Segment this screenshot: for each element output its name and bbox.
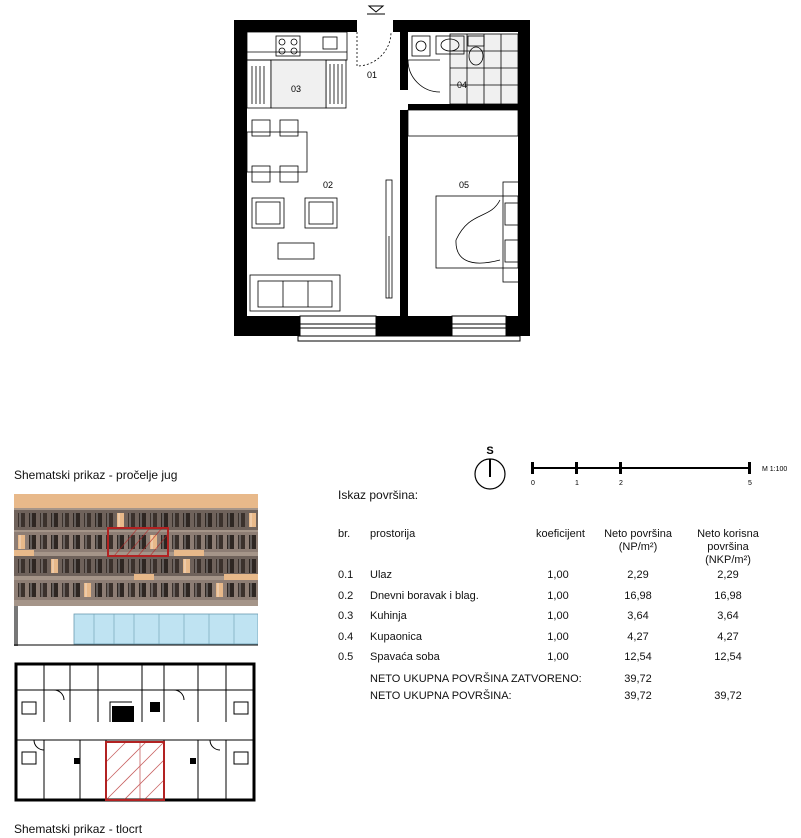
row-coef: 1,00: [547, 610, 569, 622]
row-br: 0.3: [338, 610, 354, 622]
row-coef: 1,00: [547, 589, 569, 602]
floorplan-title: Shematski prikaz - tlocrt: [14, 822, 143, 836]
compass-and-scale: [470, 440, 790, 496]
row-br: 0.4: [338, 630, 354, 643]
scale-bar: [531, 462, 787, 487]
kitchen-units: [247, 32, 347, 108]
row-net: 3,64: [627, 610, 649, 622]
row-usable: 4,27: [717, 630, 739, 643]
compass-icon: [475, 445, 505, 489]
row-net: 16,98: [624, 589, 652, 602]
row-usable: 3,64: [717, 610, 739, 622]
facade-elevation: [14, 494, 258, 646]
svg-text:1: 1: [575, 480, 579, 487]
total-label: NETO UKUPNA POVRŠINA:: [370, 690, 512, 702]
row-coef: 1,00: [547, 630, 569, 643]
row-net: 4,27: [627, 630, 649, 643]
header-coef: koeficijent: [536, 528, 585, 540]
facade-title: Shematski prikaz - pročelje jug: [14, 468, 178, 482]
row-br: 0.1: [338, 569, 354, 581]
room-03-label: 03: [290, 84, 302, 94]
sofa: [250, 275, 340, 311]
scale-label: M 1:100: [762, 466, 788, 473]
row-usable: 16,98: [714, 589, 742, 602]
total-net: 39,72: [624, 690, 652, 702]
total-closed-label: NETO UKUPNA POVRŠINA ZATVORENO:: [370, 673, 582, 685]
entrance-marker-icon: [369, 6, 383, 12]
room-01-label: 01: [366, 70, 378, 80]
svg-text:5: 5: [748, 480, 752, 487]
svg-text:0: 0: [531, 480, 535, 487]
armchairs: [252, 198, 337, 259]
total-usable: 39,72: [714, 690, 742, 702]
header-usable: Neto korisna površina (NKP/m²): [697, 528, 759, 566]
row-room: Kuhinja: [370, 610, 407, 622]
bed: [436, 182, 525, 282]
dining-set: [247, 120, 307, 182]
row-br: 0.5: [338, 651, 354, 663]
row-usable: 2,29: [717, 569, 739, 581]
bathroom-fixtures: [412, 34, 518, 104]
areas-title: Iskaz površina:: [338, 488, 419, 502]
row-net: 12,54: [624, 651, 652, 663]
header-room: prostorija: [370, 528, 416, 540]
apartment-floor-plan: [0, 0, 801, 360]
building-floorplan: [14, 662, 258, 804]
row-net: 2,29: [627, 569, 649, 581]
room-05-label: 05: [458, 180, 470, 190]
room-02-label: 02: [322, 180, 334, 190]
row-room: Ulaz: [370, 569, 393, 581]
header-br: br.: [338, 528, 351, 540]
row-br: 0.2: [338, 589, 354, 602]
row-room: Spavaća soba: [370, 651, 440, 663]
room-04-label: 04: [456, 80, 468, 90]
compass-letter: S: [486, 445, 494, 457]
row-room: Dnevni boravak i blag.: [370, 589, 479, 602]
row-room: Kupaonica: [370, 630, 422, 643]
row-coef: 1,00: [547, 651, 569, 663]
row-usable: 12,54: [714, 651, 742, 663]
total-closed-net: 39,72: [624, 673, 652, 685]
header-net: Neto površina (NP/m²): [604, 528, 672, 553]
row-coef: 1,00: [547, 569, 569, 581]
svg-text:2: 2: [619, 480, 623, 487]
